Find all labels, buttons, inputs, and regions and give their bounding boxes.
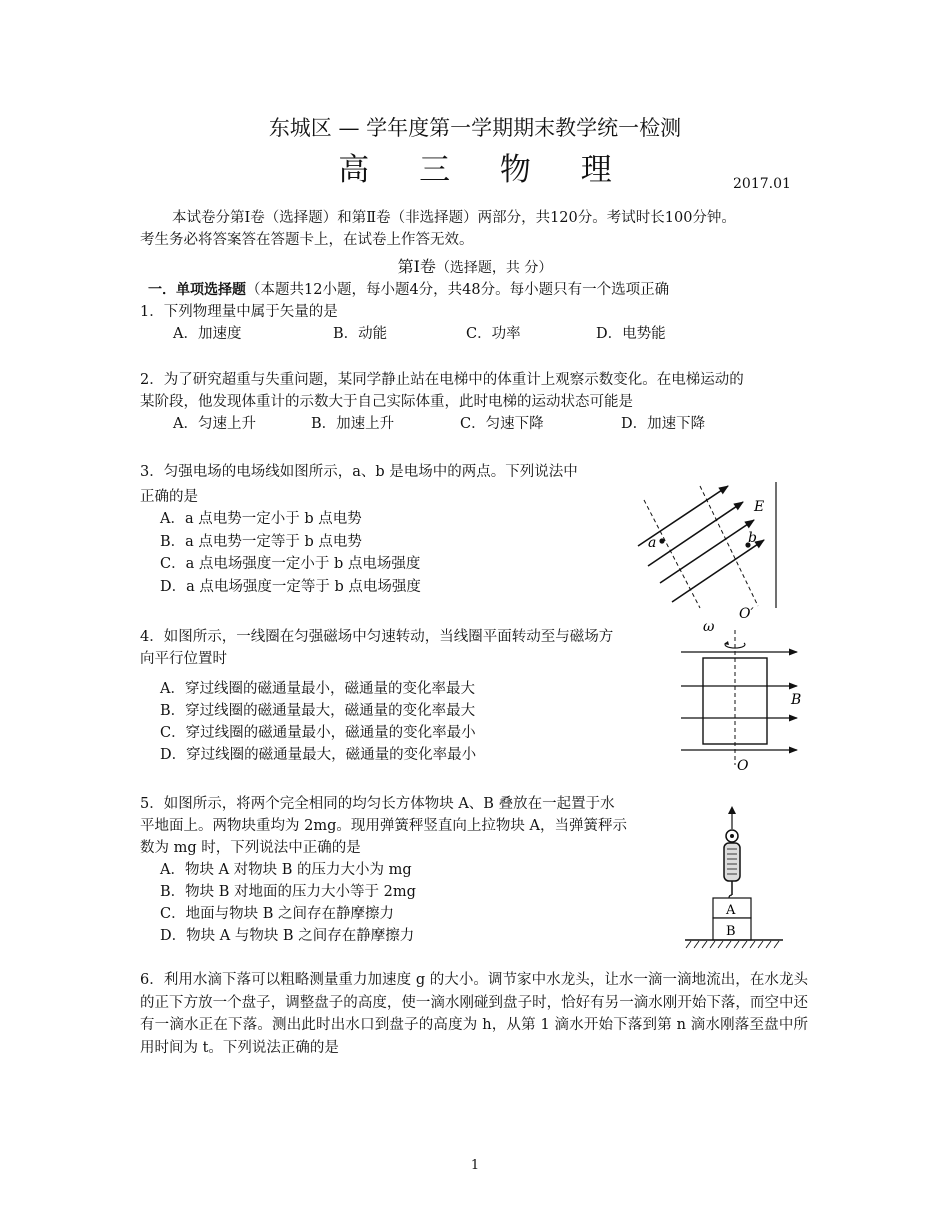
spring-scale-figure bbox=[685, 805, 785, 950]
label-a: a bbox=[648, 535, 657, 551]
q4-stem-2: 向平行位置时 bbox=[140, 651, 227, 667]
coil-magnetic-field-figure bbox=[675, 600, 810, 778]
equipotential-line bbox=[644, 500, 700, 608]
field-line bbox=[660, 520, 754, 583]
field-line bbox=[672, 540, 764, 602]
q4-option-b: B．穿过线圈的磁通量最大，磁通量的变化率最大 bbox=[160, 703, 476, 719]
q1-option-b: B．动能 bbox=[333, 326, 388, 342]
q1-option-d: D．电势能 bbox=[596, 326, 666, 342]
field-line bbox=[648, 502, 743, 566]
q4-option-d: D．穿过线圈的磁通量最大，磁通量的变化率最小 bbox=[160, 747, 477, 763]
q5-stem-2: 平地面上。两物块重均为 2mg。现用弹簧秤竖直向上拉物块 A，当弹簧秤示 bbox=[140, 818, 627, 834]
exam-date: 2017.01 bbox=[733, 176, 791, 192]
q5-option-c: C．地面与物块 B 之间存在静摩擦力 bbox=[160, 906, 394, 922]
q2-stem-2: 某阶段，他发现体重计的示数大于自己实际体重，此时电梯的运动状态可能是 bbox=[140, 394, 633, 410]
q5-option-d: D．物块 A 与物块 B 之间存在静摩擦力 bbox=[160, 928, 415, 944]
q3-stem-1: 3．匀强电场的电场线如图所示，a、b 是电场中的两点。下列说法中 bbox=[140, 464, 578, 480]
q4-option-c: C．穿过线圈的磁通量最小，磁通量的变化率最小 bbox=[160, 725, 476, 741]
point-a bbox=[659, 538, 664, 543]
q5-stem-1: 5．如图所示，将两个完全相同的均匀长方体物块 A、B 叠放在一起置于水 bbox=[140, 796, 615, 812]
q3-stem-2: 正确的是 bbox=[140, 489, 198, 505]
q3-option-a: A．a 点电势一定小于 b 点电势 bbox=[160, 511, 362, 527]
q3-option-c: C．a 点电场强度一定小于 b 点电场强度 bbox=[160, 556, 421, 572]
section-heading: 一．单项选择题（本题共12小题，每小题4分，共48分。每小题只有一个选项正确 bbox=[148, 282, 670, 298]
q5-option-b: B．物块 B 对地面的压力大小等于 2mg bbox=[160, 884, 416, 900]
label-omega: ω bbox=[703, 619, 715, 635]
up-arrow-icon bbox=[728, 806, 736, 814]
label-b-field: B bbox=[791, 692, 802, 708]
subject-title: 高 三 物 理 bbox=[338, 152, 632, 188]
intro-line-1: 本试卷分第Ⅰ卷（选择题）和第Ⅱ卷（非选择题）两部分，共120分。考试时长100分钟。 bbox=[172, 210, 736, 226]
page-number: 1 bbox=[470, 1158, 480, 1173]
exam-title: 东城区 — 学年度第一学期期末教学统一检测 bbox=[268, 116, 682, 140]
label-e: E bbox=[754, 499, 765, 515]
q2-stem-1: 2．为了研究超重与失重问题，某同学静止站在电梯中的体重计上观察示数变化。在电梯运动的 bbox=[140, 372, 744, 388]
electric-field-figure bbox=[630, 478, 790, 613]
q5-stem-3: 数为 mg 时，下列说法中正确的是 bbox=[140, 840, 361, 856]
label-block-b: B bbox=[726, 924, 736, 939]
q3-option-b: B．a 点电势一定等于 b 点电势 bbox=[160, 534, 362, 550]
q1-option-a: A．加速度 bbox=[173, 326, 242, 342]
q4-option-a: A．穿过线圈的磁通量最小，磁通量的变化率最大 bbox=[160, 681, 475, 697]
q6-stem: 6．利用水滴下落可以粗略测量重力加速度 g 的大小。调节家中水龙头，让水一滴一滴地流出，在水龙头的正下方放一个盘子，调整盘子的高度，使一滴水刚碰到盘子时，恰好有另一滴水刚开始下落，而空中还有一滴水正在下落。测出此时出水口到盘子的高度为 h，从第 1 滴水开始下落到第 n 滴水刚落至盘中所用时间为 t。下列说法正确的是 bbox=[140, 972, 808, 1056]
section-title: 第Ⅰ卷（选择题，共 分） bbox=[397, 257, 553, 276]
q1-option-c: C．功率 bbox=[466, 326, 521, 342]
q2-option-a: A．匀速上升 bbox=[173, 416, 256, 432]
q2-option-d: D．加速下降 bbox=[621, 416, 706, 432]
q1-stem: 1．下列物理量中属于矢量的是 bbox=[140, 304, 338, 320]
label-o-prime: O′ bbox=[739, 606, 754, 622]
label-b: b bbox=[748, 530, 757, 546]
q2-option-b: B．加速上升 bbox=[311, 416, 395, 432]
q5-option-a: A．物块 A 对物块 B 的压力大小为 mg bbox=[160, 862, 412, 878]
label-o: O bbox=[737, 758, 749, 774]
intro-line-2: 考生务必将答案答在答题卡上，在试卷上作答无效。 bbox=[140, 232, 474, 248]
label-block-a: A bbox=[726, 903, 736, 918]
q3-option-d: D．a 点电场强度一定等于 b 点电场强度 bbox=[160, 579, 421, 595]
q2-option-c: C．匀速下降 bbox=[460, 416, 544, 432]
q4-stem-1: 4．如图所示，一线圈在匀强磁场中匀速转动，当线圈平面转动至与磁场方 bbox=[140, 629, 614, 645]
